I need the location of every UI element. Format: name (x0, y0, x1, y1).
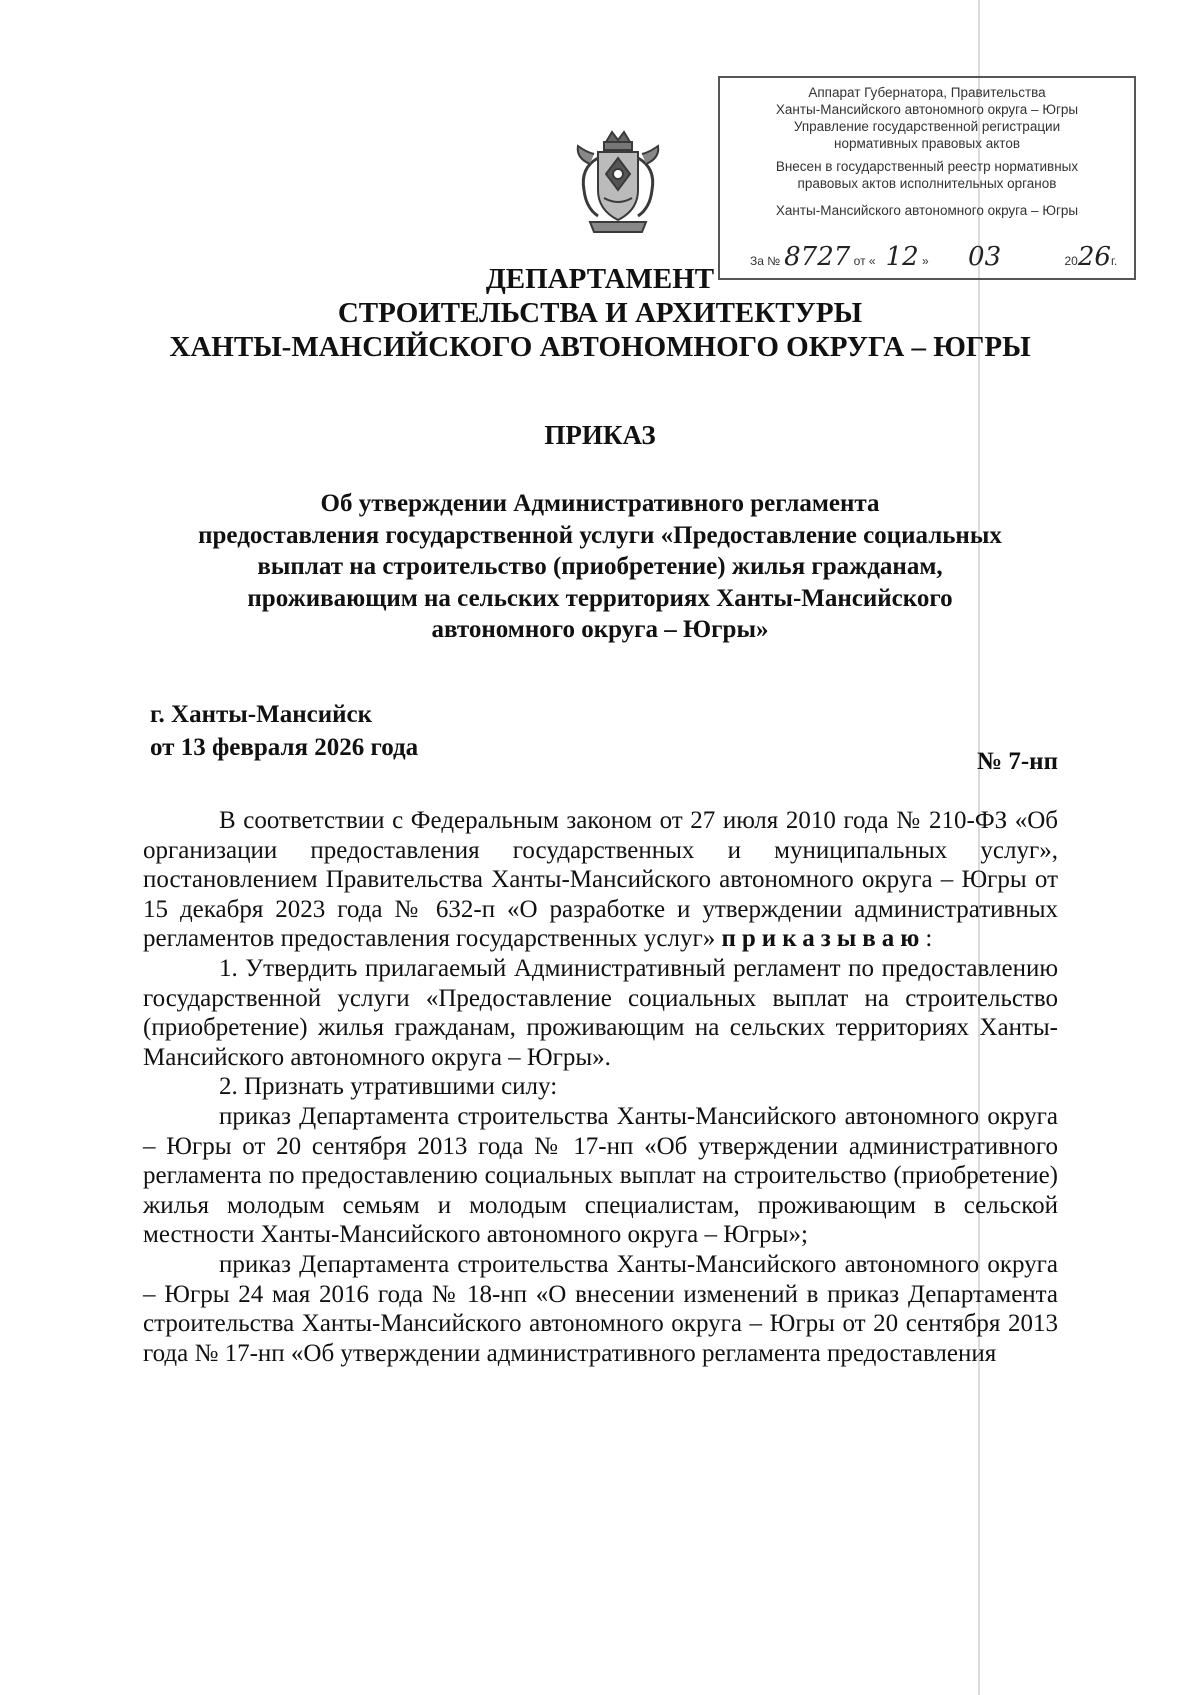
stamp-reg-year-unit: г. (1110, 254, 1118, 268)
stamp-line: Ханты-Мансийского автономного округа – Югры (775, 102, 1079, 117)
stamp-line: Управление государственной регистрации (793, 119, 1061, 134)
stamp-reg-from: от « (853, 254, 876, 268)
stamp-line: Ханты-Мансийского автономного округа – Югры (775, 203, 1079, 218)
item-2: 2. Признать утратившими силу: (219, 1073, 558, 1101)
document-date: от 13 февраля 2026 года (150, 734, 419, 761)
coat-of-arms-icon (568, 128, 668, 236)
stamp-line: правовых актов исполнительных органов (797, 176, 1057, 191)
stamp-reg-prefix: За № (750, 254, 781, 268)
department-header (150, 262, 1050, 364)
document-subject (150, 488, 1050, 646)
stamp-register-note (728, 158, 1126, 192)
subject-line: выплат на строительство (приобретение) жилья гражданам, (257, 553, 943, 580)
registration-stamp (718, 76, 1136, 280)
stamp-reg-month: 03 (968, 242, 1002, 272)
subject-line: проживающим на сельских территориях Ханты-Мансийского (247, 584, 953, 612)
header-line: ХАНТЫ-МАНСИЙСКОГО АВТОНОМНОГО ОКРУГА – ЮГРЫ (169, 331, 1031, 363)
item-1: 1. Утвердить прилагаемый Административный регламент по предоставлению государственной услуги «Предоставление социальных выплат на строительство (приобретение) жилья гражданам, проживающим на сельских территориях Ханты-Мансийского автономного округа – Югры». (143, 954, 1058, 1071)
document-place: г. Ханты-Мансийск (150, 701, 373, 728)
order-colon: : (925, 925, 933, 953)
header-line: СТРОИТЕЛЬСТВА И АРХИТЕКТУРЫ (337, 297, 863, 329)
stamp-reg-year-prefix: 20 (1064, 254, 1078, 268)
subject-line: Об утверждении Административного регламента (320, 490, 880, 517)
stamp-header (728, 84, 1126, 152)
stamp-line: Аппарат Губернатора, Правительства (808, 85, 1046, 100)
stamp-reg-day: 12 (885, 242, 919, 272)
stamp-reg-year: 26 (1077, 242, 1111, 272)
stamp-reg-day-close: » (922, 254, 929, 268)
preamble-paragraph (143, 806, 1058, 954)
document-number: № 7-нп (976, 748, 1058, 775)
item-2a: приказ Департамента строительства Ханты-Мансийского автономного округа – Югры от 20 сентября 2013 года № 17-нп «Об утверждении административного регламента по предоставлению социальных выплат на строительство (приобретение) жилья молодым семьям и молодым специалистам, проживающим в сельской местности Ханты-Мансийского автономного округа – Югры»; (143, 1102, 1058, 1249)
item-2b: приказ Департамента строительства Ханты-Мансийского автономного округа – Югры 24 мая 2016 года № 18-нп «О внесении изменений в приказ Департамента строительства Ханты-Мансийского автономного округа – Югры от 20 сентября 2013 года № 17-нп «Об утверждении административного регламента предоставления (143, 1250, 1058, 1367)
stamp-line: нормативных правовых актов (833, 136, 1021, 151)
document-type: ПРИКАЗ (544, 420, 656, 450)
document-body (143, 806, 1058, 1368)
preamble-text: В соответствии с Федеральным законом от 27 июля 2010 года № 210-ФЗ «Об организации предоставления государственных и муниципальных услуг», постановлением Правительства Ханты-Мансийского автономного округа – Югры от 15 декабря 2023 года № 632-п «О разработке и утверждении административных регламентов предоставления государственных услуг» (143, 807, 1058, 953)
order-word: приказываю (721, 925, 926, 953)
header-line: ДЕПАРТАМЕНТ (485, 263, 715, 295)
subject-line: предоставления государственной услуги «Предоставление социальных (198, 521, 1002, 549)
subject-line: автономного округа – Югры» (431, 616, 769, 643)
stamp-line: Внесен в государственный реестр нормативных (775, 159, 1079, 174)
place-and-date (150, 698, 418, 764)
stamp-reg-number: 8727 (784, 242, 851, 272)
